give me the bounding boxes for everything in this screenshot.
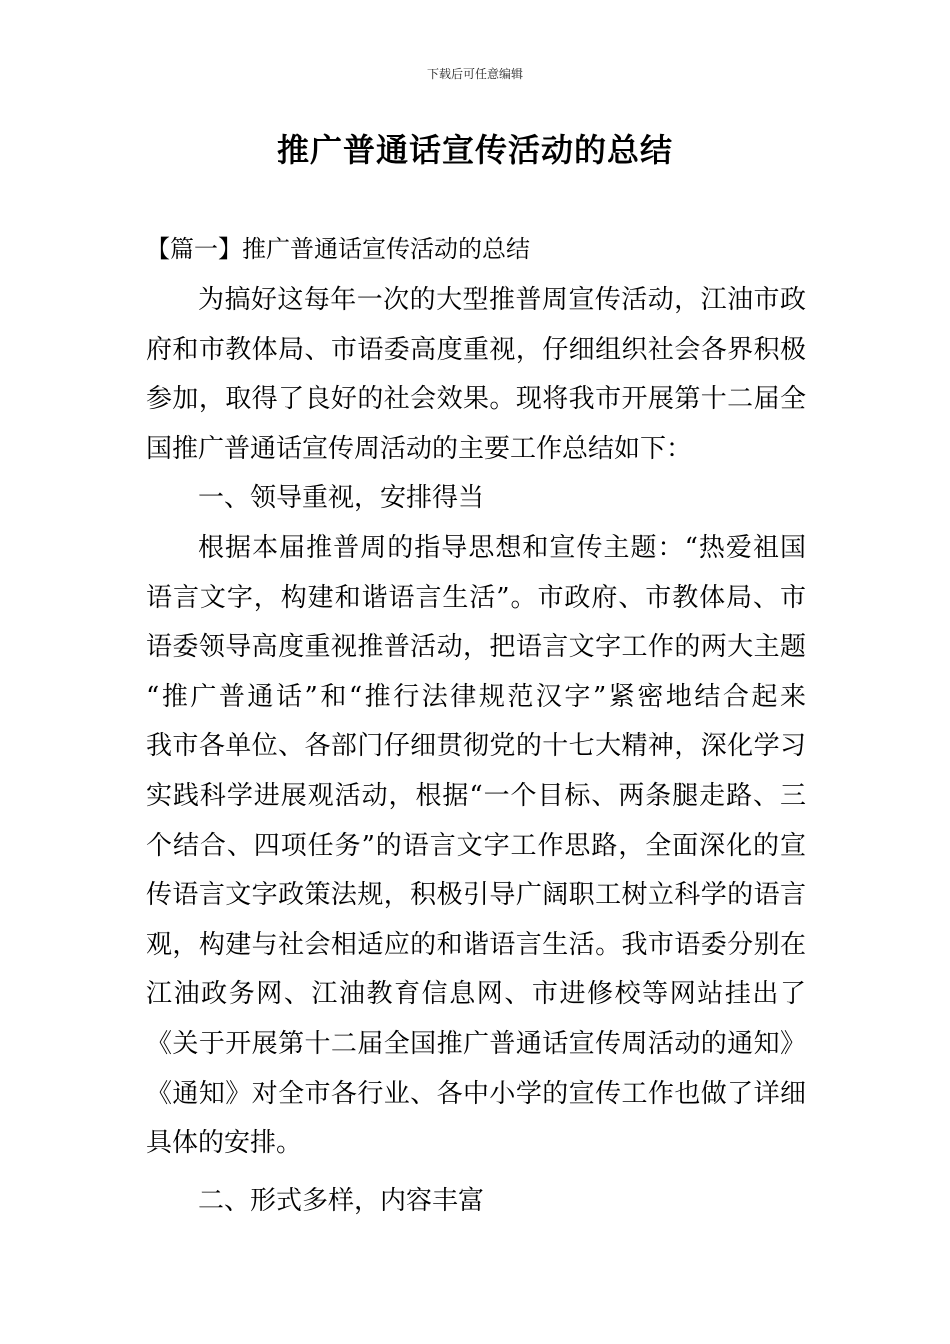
subheading-leadership: 一、领导重视，安排得当 — [198, 483, 485, 514]
paragraph-line: 国推广普通话宣传周活动的主要工作总结如下： — [146, 433, 693, 464]
paragraph-line: 个结合、四项任务”的语言文字工作思路，全面深化的宣 — [146, 830, 806, 861]
paragraph-line: 府和市教体局、市语委高度重视，仔细组织社会各界积极 — [146, 334, 806, 365]
paragraph-line: 《通知》对全市各行业、各中小学的宣传工作也做了详细 — [146, 1078, 806, 1109]
paragraph-line: “推广普通话”和“推行法律规范汉字”紧密地结合起来 — [146, 681, 806, 712]
paragraph-line: 语委领导高度重视推普活动，把语言文字工作的两大主题 — [146, 632, 806, 663]
paragraph-line: 《关于开展第十二届全国推广普通话宣传周活动的通知》 — [146, 1028, 806, 1059]
header-note: 下载后可任意编辑 — [426, 67, 523, 81]
document-body — [146, 276, 806, 1226]
paragraph-line: 江油政务网、江油教育信息网、市进修校等网站挂出了 — [146, 979, 806, 1010]
paragraph-line: 参加，取得了良好的社会效果。现将我市开展第十二届全 — [146, 384, 806, 415]
paragraph-line: 实践科学进展观活动，根据“一个目标、两条腿走路、三 — [146, 780, 806, 811]
paragraph-line: 我市各单位、各部门仔细贯彻党的十七大精神，深化学习 — [146, 731, 806, 762]
paragraph-line: 传语言文字政策法规，积极引导广阔职工树立科学的语言 — [146, 880, 806, 911]
paragraph-leadership — [146, 524, 806, 1169]
paragraph-line: 具体的安排。 — [146, 1128, 303, 1159]
document-title: 推广普通话宣传活动的总结 — [276, 131, 673, 169]
section-heading: 【篇一】推广普通话宣传活动的总结 — [146, 235, 530, 263]
paragraph-line: 观，构建与社会相适应的和谐语言生活。我市语委分别在 — [146, 929, 806, 960]
subheading-forms: 二、形式多样，内容丰富 — [198, 1185, 485, 1216]
paragraph-line: 根据本届推普周的指导思想和宣传主题：“热爱祖国 — [198, 532, 806, 563]
paragraph-line: 语言文字，构建和谐语言生活”。市政府、市教体局、市 — [146, 582, 806, 613]
paragraph-line: 为搞好这每年一次的大型推普周宣传活动，江油市政 — [198, 285, 806, 315]
paragraph-intro — [146, 276, 806, 474]
